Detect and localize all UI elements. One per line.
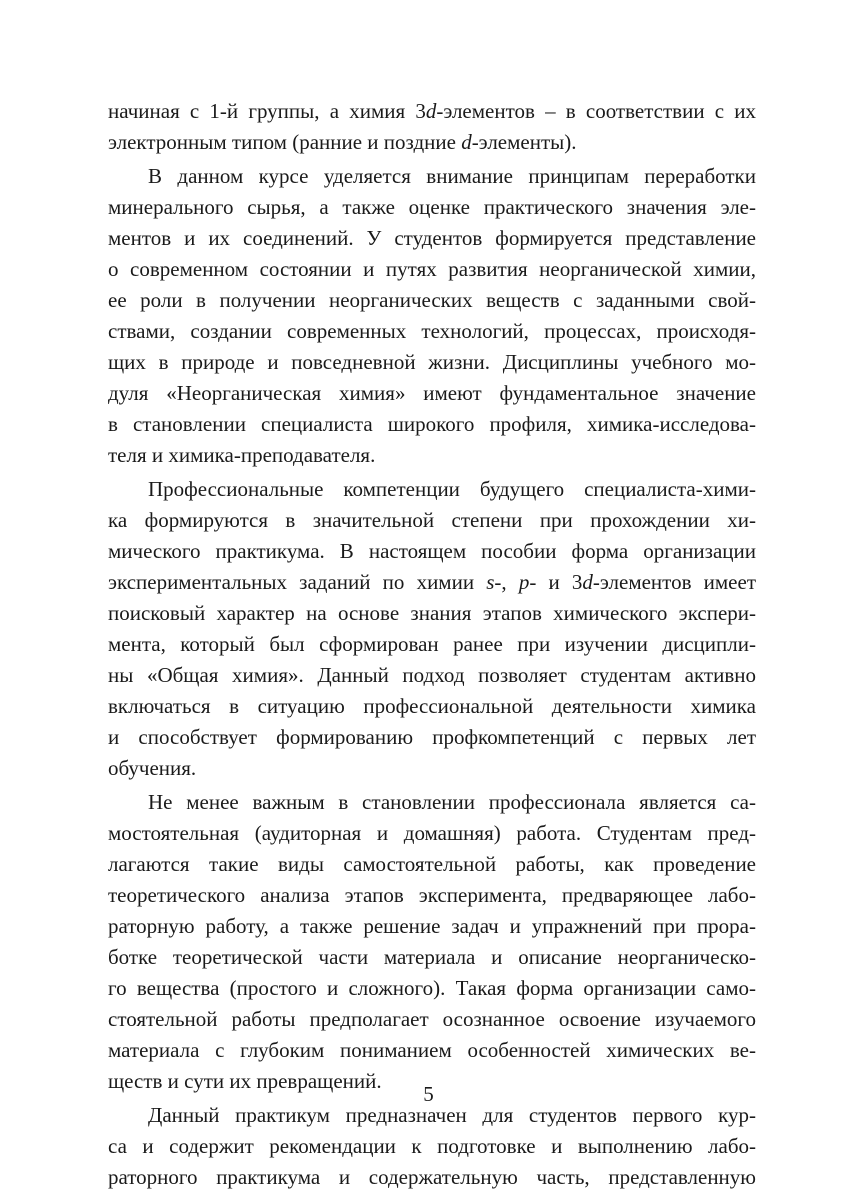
text-line: начиная с 1-й группы, а химия 3d-элементов – в соответствии с их (108, 99, 756, 123)
text-line: ствами, создании современных технологий, процессах, происходя- (108, 319, 756, 343)
text-line: обучения. (108, 756, 197, 780)
text-line: мостоятельная (аудиторная и домашняя) работа. Студентам пред- (108, 821, 756, 845)
text-line: са и содержит рекомендации к подготовке и выполнению лабо- (108, 1134, 756, 1158)
text-line: теоретического анализа этапов эксперимента, предваряющее лабо- (108, 883, 756, 907)
page-body (108, 96, 756, 1196)
text-line: и способствует формированию профкомпетенций с первых лет (108, 725, 756, 749)
paragraph-4 (108, 787, 756, 1097)
text-line: В данном курсе уделяется внимание принципам переработки (148, 164, 756, 188)
text-line: мента, который был сформирован ранее при изучении дисципли- (108, 632, 756, 656)
text-line: раторную работу, а также решение задач и упражнений при прора- (108, 914, 756, 938)
text-line: Профессиональные компетенции будущего специалиста-хими- (148, 477, 756, 501)
text-line: ботке теоретической части материала и описание неорганическо- (108, 945, 756, 969)
paragraph-1 (108, 96, 756, 158)
text-line: щих в природе и повседневной жизни. Дисциплины учебного мо- (108, 350, 756, 374)
text-line: стоятельной работы предполагает осознанное освоение изучаемого (108, 1007, 756, 1031)
text-line: ее роли в получении неорганических веществ с заданными свой- (108, 288, 756, 312)
text-line: ка формируются в значительной степени при прохождении хи- (108, 508, 756, 532)
paragraph-5 (108, 1100, 756, 1193)
text-line: теля и химика-преподавателя. (108, 443, 376, 467)
text-line: ны «Общая химия». Данный подход позволяет студентам активно (108, 663, 756, 687)
text-line: о современном состоянии и путях развития неорганической химии, (108, 257, 756, 281)
text-line: го вещества (простого и сложного). Такая форма организации само- (108, 976, 756, 1000)
text-line: в становлении специалиста широкого профиля, химика-исследова- (108, 412, 756, 436)
text-line: Данный практикум предназначен для студентов первого кур- (148, 1103, 756, 1127)
text-line: ществ и сути их превращений. (108, 1069, 382, 1093)
text-line: материала с глубоким пониманием особенностей химических ве- (108, 1038, 756, 1062)
text-line: Не менее важным в становлении профессионала является са- (148, 790, 756, 814)
text-line: поисковый характер на основе знания этапов химического экспери- (108, 601, 756, 625)
text-line: дуля «Неорганическая химия» имеют фундаментальное значение (108, 381, 756, 405)
paragraph-2 (108, 161, 756, 471)
text-line: раторного практикума и содержательную часть, представленную (108, 1165, 756, 1189)
text-line: ментов и их соединений. У студентов формируется представление (108, 226, 756, 250)
text-line: включаться в ситуацию профессиональной деятельности химика (108, 694, 756, 718)
text-line: лагаются такие виды самостоятельной работы, как проведение (108, 852, 756, 876)
paragraph-3 (108, 474, 756, 784)
text-line: электронным типом (ранние и поздние d-элементы). (108, 130, 577, 154)
text-line: экспериментальных заданий по химии s-, p- и 3d-элементов имеет (108, 570, 756, 594)
text-line: мического практикума. В настоящем пособии форма организации (108, 539, 756, 563)
text-line: минерального сырья, а также оценке практического значения эле- (108, 195, 756, 219)
page-number: 5 (423, 1082, 434, 1106)
